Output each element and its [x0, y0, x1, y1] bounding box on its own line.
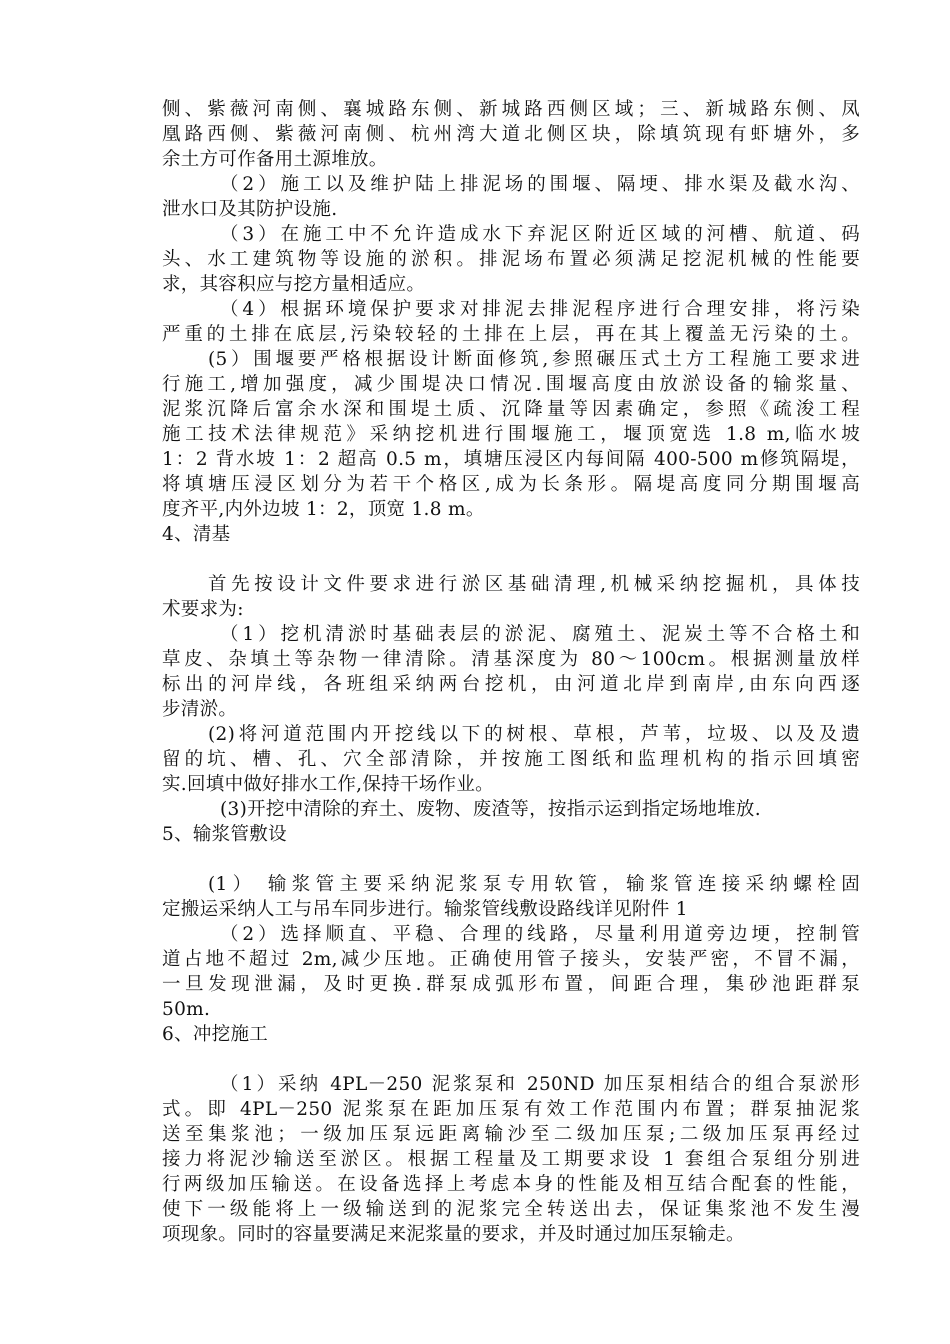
text-line: 术要求为:: [162, 599, 244, 620]
text-line: 道占地不超过 2m,减少压地。正确使用管子接头，安装严密，不冒不漏，: [162, 949, 860, 970]
text-line: 1：2 背水坡 1：2 超高 0.5 m，填塘压浸区内每间隔 400-500 m修筑隔堤，: [162, 449, 860, 470]
text-line: 行施工,增加强度，减少围堤决口情况.围堰高度由放淤设备的输浆量、: [162, 374, 860, 395]
text-line: （4）根据环境保护要求对排泥去排泥程序进行合理安排，将污染: [220, 299, 860, 320]
text-line: 泥浆沉降后富余水深和围堤土质、沉降量等因素确定，参照《疏浚工程: [162, 399, 860, 420]
text-line: 标出的河岸线，各班组采纳两台挖机，由河道北岸到南岸,由东向西逐: [162, 674, 860, 695]
text-line: （1）采纳 4PL－250 泥浆泵和 250ND 加压泵相结合的组合泵淤形: [220, 1074, 860, 1095]
text-line: 将填塘压浸区划分为若干个格区,成为长条形。隔堤高度同分期围堰高: [162, 474, 860, 495]
text-line: 送至集浆池；一级加压泵远距离输沙至二级加压泵;二级加压泵再经过: [162, 1124, 860, 1145]
text-line: 50m.: [162, 999, 211, 1020]
section-heading-4: 4、清基: [162, 524, 231, 545]
section-heading-5: 5、输浆管敷设: [162, 824, 287, 845]
text-line: 侧、紫薇河南侧、襄城路东侧、新城路西侧区域；三、新城路东侧、凤: [162, 99, 860, 120]
text-line: （3）在施工中不允许造成水下弃泥区附近区域的河槽、航道、码: [220, 224, 860, 245]
text-line: 头、水工建筑物等设施的淤积。排泥场布置必须满足挖泥机械的性能要: [162, 249, 860, 270]
text-line: 施工技术法律规范》采纳挖机进行围堰施工，堰顶宽选 1.8 m,临水坡: [162, 424, 860, 445]
text-line: (3)开挖中清除的弃土、废物、废渣等，按指示运到指定场地堆放.: [220, 799, 761, 820]
text-line: 式。即 4PL－250 泥浆泵在距加压泵有效工作范围内布置；群泵抽泥浆: [162, 1099, 860, 1120]
text-line: 首先按设计文件要求进行淤区基础清理,机械采纳挖掘机，具体技: [208, 574, 860, 595]
section-heading-6: 6、冲挖施工: [162, 1024, 269, 1045]
text-line: 余土方可作备用土源堆放。: [162, 149, 388, 170]
text-line: 一旦发现泄漏，及时更换.群泵成弧形布置，间距合理，集砂池距群泵: [162, 974, 860, 995]
text-line: (5）围堰要严格根据设计断面修筑,参照碾压式土方工程施工要求进: [208, 349, 860, 370]
text-line: 求，其容积应与挖方量相适应。: [162, 274, 426, 295]
text-line: 草皮、杂填土等杂物一律清除。清基深度为 80～100cm。根据测量放样: [162, 649, 860, 670]
text-line: 使下一级能将上一级输送到的泥浆完全转送出去，保证集浆池不发生漫: [162, 1199, 860, 1220]
text-line: (1） 输浆管主要采纳泥浆泵专用软管，输浆管连接采纳螺栓固: [208, 874, 860, 895]
text-line: 凰路西侧、紫薇河南侧、杭州湾大道北侧区块，除填筑现有虾塘外，多: [162, 124, 860, 145]
text-line: 泄水口及其防护设施.: [162, 199, 338, 220]
text-line: 度齐平,内外边坡 1：2，顶宽 1.8 m。: [162, 499, 485, 520]
text-line: 接力将泥沙输送至淤区。根据工程量及工期要求设 1 套组合泵组分别进: [162, 1149, 860, 1170]
text-line: 步清淤。: [162, 699, 238, 720]
text-line: （1）挖机清淤时基础表层的淤泥、腐殖土、泥炭土等不合格土和: [220, 624, 860, 645]
text-line: 项现象。同时的容量要满足来泥浆量的要求，并及时通过加压泵输走。: [162, 1224, 745, 1245]
text-line: 留的坑、槽、孔、穴全部清除，并按施工图纸和监理机构的指示回填密: [162, 749, 860, 770]
text-line: (2)将河道范围内开挖线以下的树根、草根，芦苇，垃圾、以及及遗: [208, 724, 860, 745]
text-line: 行两级加压输送。在设备选择上考虑本身的性能及相互结合配套的性能，: [162, 1174, 860, 1195]
text-line: 严重的土排在底层,污染较轻的土排在上层，再在其上覆盖无污染的土。: [162, 324, 860, 345]
text-line: 实.回填中做好排水工作,保持干场作业。: [162, 774, 494, 795]
text-line: （2）选择顺直、平稳、合理的线路，尽量利用道旁边埂，控制管: [220, 924, 860, 945]
text-line: 定搬运采纳人工与吊车同步进行。输浆管线敷设路线详见附件 1: [162, 899, 688, 920]
text-line: （2）施工以及维护陆上排泥场的围堰、隔埂、排水渠及截水沟、: [220, 174, 860, 195]
